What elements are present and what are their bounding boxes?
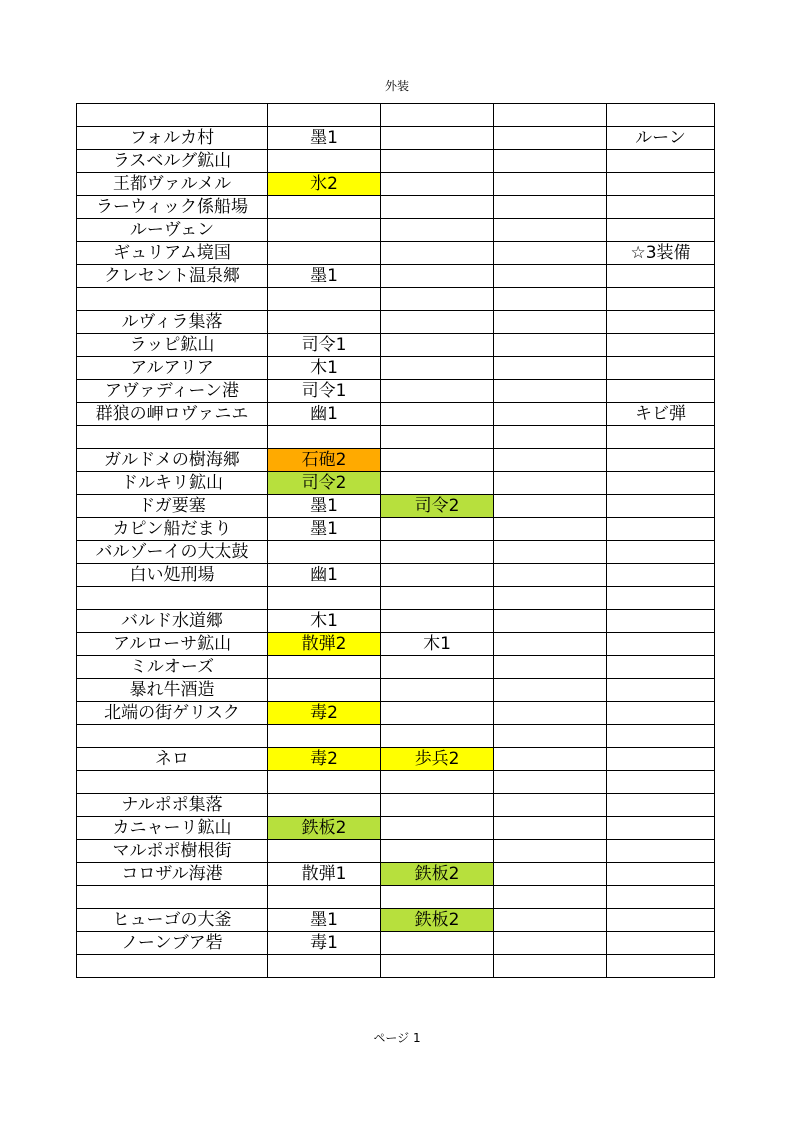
material-cell (494, 771, 607, 794)
location-name-cell: ルーヴェン (77, 219, 268, 242)
location-name-cell: ドガ要塞 (77, 495, 268, 518)
table-row (77, 794, 715, 817)
material-cell (381, 817, 494, 840)
material-cell (607, 311, 715, 334)
location-name-cell: アルローサ鉱山 (77, 633, 268, 656)
material-cell: 墨1 (268, 518, 381, 541)
location-name-cell: 白い処刑場 (77, 564, 268, 587)
material-cell (494, 242, 607, 265)
material-cell (494, 817, 607, 840)
material-cell (494, 725, 607, 748)
material-cell (607, 817, 715, 840)
material-cell (494, 541, 607, 564)
material-cell (494, 909, 607, 932)
material-cell: 墨1 (268, 495, 381, 518)
table-row (77, 587, 715, 610)
material-cell (381, 679, 494, 702)
material-cell (607, 495, 715, 518)
page-header-title: 外装 (384, 79, 409, 93)
material-cell (381, 196, 494, 219)
material-cell (381, 426, 494, 449)
table-row (77, 104, 715, 127)
material-cell (494, 886, 607, 909)
table-row (77, 656, 715, 679)
material-cell (381, 725, 494, 748)
material-cell (494, 380, 607, 403)
material-cell (268, 794, 381, 817)
location-name-cell: 北端の街ゲリスク (77, 702, 268, 725)
table-row (77, 150, 715, 173)
material-cell (607, 633, 715, 656)
table-row (77, 840, 715, 863)
material-cell (607, 541, 715, 564)
material-cell (381, 288, 494, 311)
material-cell (607, 265, 715, 288)
material-cell (268, 150, 381, 173)
table-row (77, 426, 715, 449)
material-cell (494, 288, 607, 311)
location-name-cell (77, 955, 268, 978)
material-cell (607, 518, 715, 541)
material-cell (381, 380, 494, 403)
material-cell (494, 610, 607, 633)
spreadsheet-body (77, 104, 715, 978)
location-name-cell: ミルオーズ (77, 656, 268, 679)
material-cell: 司令1 (268, 380, 381, 403)
material-cell: 石砲2 (268, 449, 381, 472)
table-row (77, 219, 715, 242)
material-cell (381, 311, 494, 334)
material-cell (494, 587, 607, 610)
material-cell: 歩兵2 (381, 748, 494, 771)
table-row (77, 909, 715, 932)
table-row (77, 679, 715, 702)
material-cell (494, 219, 607, 242)
table-row (77, 564, 715, 587)
material-cell (268, 541, 381, 564)
material-cell (607, 656, 715, 679)
location-name-cell: ギュリアム境国 (77, 242, 268, 265)
material-cell (494, 265, 607, 288)
material-cell (607, 587, 715, 610)
material-cell (494, 748, 607, 771)
material-cell (607, 909, 715, 932)
material-cell (607, 334, 715, 357)
location-name-cell: ネロ (77, 748, 268, 771)
material-cell (494, 104, 607, 127)
material-cell (268, 104, 381, 127)
material-cell (381, 242, 494, 265)
material-cell (607, 771, 715, 794)
material-cell (381, 219, 494, 242)
material-cell: 司令1 (268, 334, 381, 357)
table-row (77, 725, 715, 748)
location-name-cell: ナルポポ集落 (77, 794, 268, 817)
material-cell (607, 472, 715, 495)
table-row (77, 380, 715, 403)
material-cell (494, 863, 607, 886)
location-name-cell (77, 288, 268, 311)
table-row (77, 610, 715, 633)
table-row (77, 817, 715, 840)
material-cell (607, 840, 715, 863)
material-cell (381, 403, 494, 426)
material-cell: 幽1 (268, 564, 381, 587)
table-row (77, 748, 715, 771)
material-cell (494, 403, 607, 426)
spreadsheet-table (76, 103, 715, 978)
location-name-cell: カピン船だまり (77, 518, 268, 541)
material-cell (381, 541, 494, 564)
material-cell (607, 679, 715, 702)
location-name-cell: ラスベルグ鉱山 (77, 150, 268, 173)
location-name-cell: コロザル海港 (77, 863, 268, 886)
material-cell: 散弾1 (268, 863, 381, 886)
material-cell (494, 150, 607, 173)
material-cell: 木1 (268, 357, 381, 380)
location-name-cell (77, 426, 268, 449)
material-cell (268, 725, 381, 748)
location-name-cell: バルド水道郷 (77, 610, 268, 633)
table-row (77, 311, 715, 334)
material-cell (607, 702, 715, 725)
material-cell (381, 840, 494, 863)
location-name-cell: 王都ヴァルメル (77, 173, 268, 196)
material-cell (381, 564, 494, 587)
material-cell (268, 242, 381, 265)
table-row (77, 633, 715, 656)
table-row (77, 173, 715, 196)
table-row (77, 449, 715, 472)
table-row (77, 265, 715, 288)
material-cell: 散弾2 (268, 633, 381, 656)
material-cell (607, 380, 715, 403)
material-cell (494, 955, 607, 978)
material-cell (494, 334, 607, 357)
material-cell: 鉄板2 (381, 863, 494, 886)
location-name-cell: ラーウィック係船場 (77, 196, 268, 219)
material-cell (268, 311, 381, 334)
material-cell (494, 932, 607, 955)
material-cell (268, 771, 381, 794)
material-cell (268, 679, 381, 702)
location-name-cell: アルアリア (77, 357, 268, 380)
material-cell (268, 219, 381, 242)
material-cell (494, 679, 607, 702)
material-cell (268, 196, 381, 219)
table-row (77, 472, 715, 495)
material-cell (607, 564, 715, 587)
material-cell (268, 840, 381, 863)
table-row (77, 955, 715, 978)
material-cell (381, 357, 494, 380)
material-cell (381, 886, 494, 909)
material-cell: 氷2 (268, 173, 381, 196)
material-cell (494, 311, 607, 334)
material-cell (381, 955, 494, 978)
material-cell (494, 449, 607, 472)
material-cell: ルーン (607, 127, 715, 150)
material-cell: 墨1 (268, 127, 381, 150)
material-cell (494, 426, 607, 449)
material-cell (381, 794, 494, 817)
material-cell (381, 932, 494, 955)
table-row (77, 242, 715, 265)
material-cell (268, 955, 381, 978)
table-row (77, 403, 715, 426)
location-name-cell: ドルキリ鉱山 (77, 472, 268, 495)
material-cell (494, 840, 607, 863)
material-cell (381, 150, 494, 173)
material-cell (494, 495, 607, 518)
material-cell (607, 196, 715, 219)
material-cell (607, 863, 715, 886)
material-cell (607, 150, 715, 173)
table-row (77, 541, 715, 564)
material-cell: 木1 (268, 610, 381, 633)
location-name-cell: アヴァディーン港 (77, 380, 268, 403)
material-cell (494, 357, 607, 380)
material-cell (494, 633, 607, 656)
table-row (77, 518, 715, 541)
material-cell: 幽1 (268, 403, 381, 426)
material-cell (607, 219, 715, 242)
material-cell (494, 173, 607, 196)
material-cell (381, 104, 494, 127)
material-cell (381, 265, 494, 288)
material-cell (494, 656, 607, 679)
material-cell: 木1 (381, 633, 494, 656)
table-row (77, 702, 715, 725)
material-cell (607, 886, 715, 909)
table-row (77, 886, 715, 909)
material-cell (381, 472, 494, 495)
location-name-cell: ルヴィラ集落 (77, 311, 268, 334)
material-cell (268, 426, 381, 449)
material-cell (607, 288, 715, 311)
material-cell: 鉄板2 (381, 909, 494, 932)
material-cell (381, 449, 494, 472)
material-cell (607, 426, 715, 449)
table-row (77, 863, 715, 886)
page-footer-label: ページ 1 (373, 1031, 421, 1045)
table-row (77, 932, 715, 955)
material-cell: 墨1 (268, 265, 381, 288)
material-cell: キビ弾 (607, 403, 715, 426)
table-row (77, 127, 715, 150)
material-cell (607, 104, 715, 127)
material-cell: 毒2 (268, 702, 381, 725)
material-cell (268, 288, 381, 311)
material-cell (381, 771, 494, 794)
table-row (77, 771, 715, 794)
material-cell (268, 587, 381, 610)
material-cell (607, 357, 715, 380)
material-cell (494, 472, 607, 495)
material-cell (381, 610, 494, 633)
location-name-cell: フォルカ村 (77, 127, 268, 150)
location-name-cell: 群狼の岬ロヴァニエ (77, 403, 268, 426)
location-name-cell (77, 771, 268, 794)
material-cell (381, 518, 494, 541)
material-cell (268, 886, 381, 909)
location-name-cell: ノーンブア砦 (77, 932, 268, 955)
material-cell (381, 127, 494, 150)
material-cell (607, 955, 715, 978)
location-name-cell: カニャーリ鉱山 (77, 817, 268, 840)
material-cell (494, 127, 607, 150)
material-cell: 司令2 (268, 472, 381, 495)
location-name-cell: ラッピ鉱山 (77, 334, 268, 357)
material-cell (607, 610, 715, 633)
material-cell (381, 587, 494, 610)
table-row (77, 495, 715, 518)
material-cell (381, 656, 494, 679)
material-cell: 墨1 (268, 909, 381, 932)
material-cell (381, 334, 494, 357)
location-name-cell: ヒューゴの大釜 (77, 909, 268, 932)
location-name-cell: ガルドメの樹海郷 (77, 449, 268, 472)
location-name-cell (77, 104, 268, 127)
material-cell: 毒1 (268, 932, 381, 955)
location-name-cell: クレセント温泉郷 (77, 265, 268, 288)
table-row (77, 357, 715, 380)
location-name-cell (77, 587, 268, 610)
location-name-cell (77, 886, 268, 909)
material-cell (607, 794, 715, 817)
material-cell (268, 656, 381, 679)
material-cell (381, 173, 494, 196)
material-cell (494, 196, 607, 219)
table-row (77, 334, 715, 357)
material-cell: 司令2 (381, 495, 494, 518)
location-name-cell: 暴れ牛酒造 (77, 679, 268, 702)
material-cell (607, 748, 715, 771)
material-cell (607, 725, 715, 748)
material-cell (494, 564, 607, 587)
material-cell: ☆3装備 (607, 242, 715, 265)
material-cell: 鉄板2 (268, 817, 381, 840)
material-cell: 毒2 (268, 748, 381, 771)
location-name-cell: バルゾーイの大太鼓 (77, 541, 268, 564)
location-name-cell (77, 725, 268, 748)
material-cell (494, 518, 607, 541)
material-cell (607, 932, 715, 955)
material-cell (607, 173, 715, 196)
material-cell (494, 794, 607, 817)
material-cell (607, 449, 715, 472)
location-name-cell: マルポポ樹根街 (77, 840, 268, 863)
material-cell (494, 702, 607, 725)
table-row (77, 196, 715, 219)
table-row (77, 288, 715, 311)
material-cell (381, 702, 494, 725)
